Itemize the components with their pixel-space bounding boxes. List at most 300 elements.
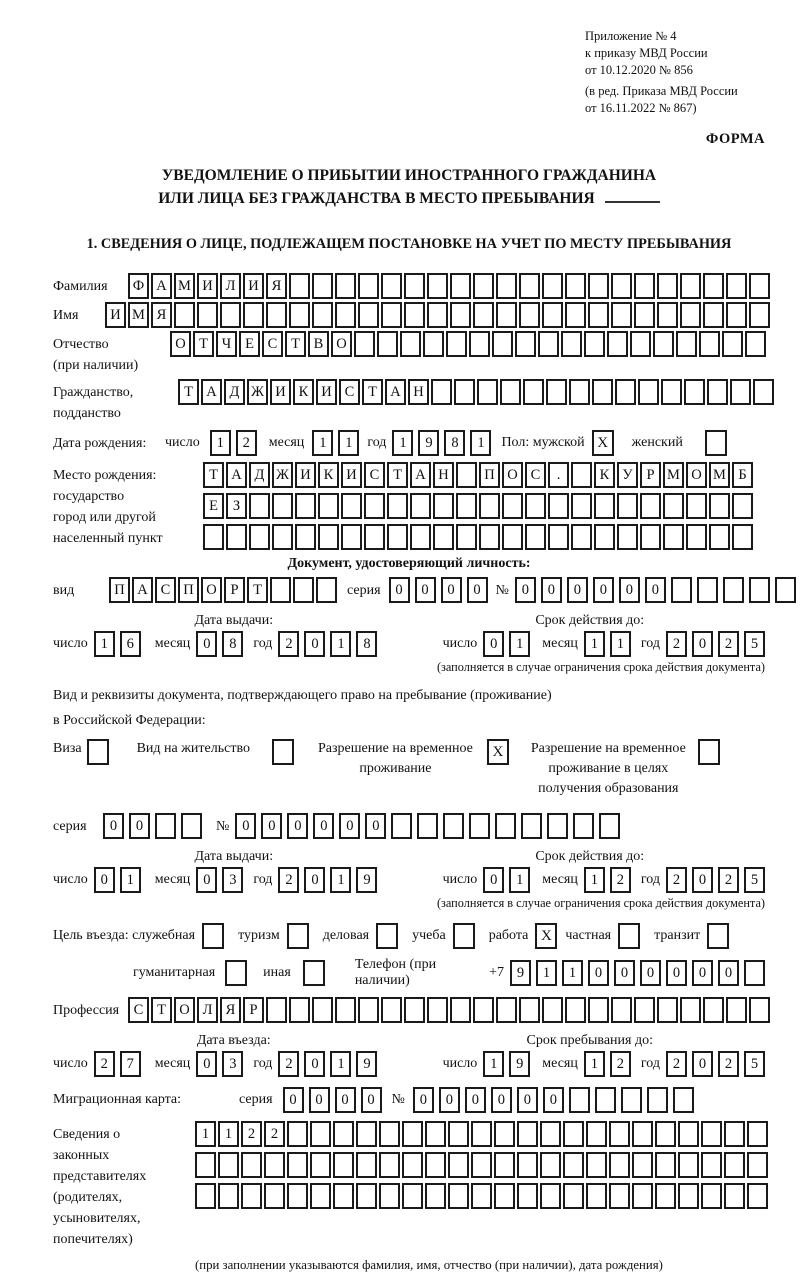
char-cell[interactable] xyxy=(686,524,707,550)
char-cell[interactable]: Н xyxy=(433,462,454,488)
char-cell[interactable]: 0 xyxy=(692,1051,713,1077)
char-cell[interactable] xyxy=(724,1152,745,1178)
char-cell[interactable] xyxy=(400,331,421,357)
char-cell[interactable] xyxy=(402,1152,423,1178)
char-cell[interactable] xyxy=(471,1121,492,1147)
char-cell[interactable] xyxy=(676,331,697,357)
char-cell[interactable] xyxy=(404,997,425,1023)
char-cell[interactable] xyxy=(496,273,517,299)
char-cell[interactable]: 0 xyxy=(567,577,588,603)
char-cell[interactable] xyxy=(749,997,770,1023)
char-cell[interactable]: Ж xyxy=(247,379,268,405)
char-cell[interactable]: Т xyxy=(178,379,199,405)
char-cell[interactable] xyxy=(709,493,730,519)
char-cell[interactable]: 9 xyxy=(510,960,531,986)
char-cell[interactable] xyxy=(310,1183,331,1209)
char-cell[interactable] xyxy=(611,273,632,299)
char-cell[interactable] xyxy=(655,1121,676,1147)
purpose-private-checkbox[interactable] xyxy=(618,923,640,949)
char-cell[interactable]: 0 xyxy=(309,1087,330,1113)
char-cell[interactable] xyxy=(456,524,477,550)
char-cell[interactable] xyxy=(701,1152,722,1178)
char-cell[interactable]: 5 xyxy=(744,1051,765,1077)
char-cell[interactable] xyxy=(241,1183,262,1209)
char-cell[interactable] xyxy=(632,1152,653,1178)
char-cell[interactable] xyxy=(500,379,521,405)
char-cell[interactable]: 2 xyxy=(264,1121,285,1147)
char-cell[interactable] xyxy=(387,493,408,519)
char-cell[interactable] xyxy=(220,302,241,328)
char-cell[interactable] xyxy=(571,462,592,488)
char-cell[interactable]: 0 xyxy=(718,960,739,986)
char-cell[interactable] xyxy=(287,1121,308,1147)
char-cell[interactable]: 1 xyxy=(94,631,115,657)
char-cell[interactable] xyxy=(657,302,678,328)
char-cell[interactable]: 0 xyxy=(287,813,308,839)
char-cell[interactable] xyxy=(454,379,475,405)
char-cell[interactable] xyxy=(599,813,620,839)
char-cell[interactable]: 0 xyxy=(692,960,713,986)
char-cell[interactable] xyxy=(563,1121,584,1147)
char-cell[interactable] xyxy=(433,493,454,519)
char-cell[interactable] xyxy=(680,302,701,328)
char-cell[interactable] xyxy=(335,273,356,299)
char-cell[interactable] xyxy=(310,1152,331,1178)
char-cell[interactable] xyxy=(630,331,651,357)
char-cell[interactable]: О xyxy=(331,331,352,357)
char-cell[interactable]: О xyxy=(201,577,222,603)
char-cell[interactable]: О xyxy=(502,462,523,488)
char-cell[interactable]: К xyxy=(318,462,339,488)
char-cell[interactable]: С xyxy=(262,331,283,357)
char-cell[interactable] xyxy=(479,493,500,519)
char-cell[interactable]: 2 xyxy=(236,430,257,456)
char-cell[interactable] xyxy=(586,1183,607,1209)
char-cell[interactable]: 3 xyxy=(222,867,243,893)
char-cell[interactable] xyxy=(417,813,438,839)
char-cell[interactable]: 0 xyxy=(335,1087,356,1113)
purpose-official-checkbox[interactable] xyxy=(202,923,224,949)
char-cell[interactable] xyxy=(433,524,454,550)
char-cell[interactable] xyxy=(744,960,765,986)
char-cell[interactable]: 2 xyxy=(278,1051,299,1077)
char-cell[interactable]: . xyxy=(548,462,569,488)
char-cell[interactable] xyxy=(335,302,356,328)
char-cell[interactable]: К xyxy=(594,462,615,488)
char-cell[interactable]: 0 xyxy=(593,577,614,603)
char-cell[interactable] xyxy=(427,997,448,1023)
char-cell[interactable]: Ч xyxy=(216,331,237,357)
char-cell[interactable]: 1 xyxy=(195,1121,216,1147)
char-cell[interactable] xyxy=(634,997,655,1023)
char-cell[interactable] xyxy=(703,302,724,328)
char-cell[interactable] xyxy=(609,1152,630,1178)
char-cell[interactable] xyxy=(542,273,563,299)
char-cell[interactable] xyxy=(730,379,751,405)
char-cell[interactable]: Ж xyxy=(272,462,293,488)
char-cell[interactable]: 1 xyxy=(392,430,413,456)
char-cell[interactable] xyxy=(749,577,770,603)
char-cell[interactable]: Р xyxy=(224,577,245,603)
char-cell[interactable] xyxy=(753,379,774,405)
char-cell[interactable] xyxy=(318,493,339,519)
char-cell[interactable] xyxy=(270,577,291,603)
char-cell[interactable] xyxy=(609,1121,630,1147)
char-cell[interactable]: 0 xyxy=(515,577,536,603)
char-cell[interactable] xyxy=(358,302,379,328)
char-cell[interactable]: 0 xyxy=(517,1087,538,1113)
char-cell[interactable]: Я xyxy=(266,273,287,299)
char-cell[interactable]: Д xyxy=(224,379,245,405)
char-cell[interactable]: 9 xyxy=(356,867,377,893)
temp-permit-checkbox[interactable]: X xyxy=(487,739,509,765)
char-cell[interactable] xyxy=(249,493,270,519)
char-cell[interactable] xyxy=(707,379,728,405)
char-cell[interactable]: 1 xyxy=(120,867,141,893)
char-cell[interactable]: 0 xyxy=(619,577,640,603)
char-cell[interactable] xyxy=(333,1183,354,1209)
char-cell[interactable] xyxy=(671,577,692,603)
char-cell[interactable] xyxy=(699,331,720,357)
sex-female-checkbox[interactable] xyxy=(705,430,727,456)
char-cell[interactable]: 1 xyxy=(509,631,530,657)
char-cell[interactable] xyxy=(379,1121,400,1147)
char-cell[interactable]: Р xyxy=(640,462,661,488)
char-cell[interactable] xyxy=(547,813,568,839)
char-cell[interactable] xyxy=(502,493,523,519)
char-cell[interactable] xyxy=(404,273,425,299)
char-cell[interactable] xyxy=(479,524,500,550)
char-cell[interactable]: 0 xyxy=(614,960,635,986)
char-cell[interactable] xyxy=(471,1152,492,1178)
char-cell[interactable]: 9 xyxy=(356,1051,377,1077)
char-cell[interactable]: 0 xyxy=(640,960,661,986)
char-cell[interactable]: 1 xyxy=(509,867,530,893)
char-cell[interactable] xyxy=(680,997,701,1023)
char-cell[interactable]: 1 xyxy=(330,867,351,893)
char-cell[interactable] xyxy=(469,331,490,357)
char-cell[interactable] xyxy=(521,813,542,839)
purpose-transit-checkbox[interactable] xyxy=(707,923,729,949)
char-cell[interactable]: 0 xyxy=(541,577,562,603)
char-cell[interactable]: Л xyxy=(197,997,218,1023)
char-cell[interactable] xyxy=(364,493,385,519)
char-cell[interactable] xyxy=(266,997,287,1023)
char-cell[interactable]: 0 xyxy=(483,867,504,893)
char-cell[interactable]: 1 xyxy=(330,631,351,657)
char-cell[interactable] xyxy=(747,1152,768,1178)
char-cell[interactable]: Т xyxy=(285,331,306,357)
char-cell[interactable]: 2 xyxy=(718,631,739,657)
char-cell[interactable] xyxy=(647,1087,668,1113)
char-cell[interactable] xyxy=(634,302,655,328)
char-cell[interactable] xyxy=(356,1121,377,1147)
char-cell[interactable] xyxy=(387,524,408,550)
char-cell[interactable]: 0 xyxy=(365,813,386,839)
purpose-humanitarian-checkbox[interactable] xyxy=(225,960,247,986)
char-cell[interactable] xyxy=(519,273,540,299)
char-cell[interactable] xyxy=(519,302,540,328)
char-cell[interactable]: П xyxy=(109,577,130,603)
char-cell[interactable]: 2 xyxy=(278,631,299,657)
char-cell[interactable]: 0 xyxy=(103,813,124,839)
char-cell[interactable] xyxy=(195,1152,216,1178)
char-cell[interactable] xyxy=(542,302,563,328)
char-cell[interactable]: 1 xyxy=(584,631,605,657)
char-cell[interactable]: С xyxy=(128,997,149,1023)
char-cell[interactable] xyxy=(548,524,569,550)
char-cell[interactable] xyxy=(749,273,770,299)
char-cell[interactable] xyxy=(701,1183,722,1209)
char-cell[interactable] xyxy=(450,273,471,299)
char-cell[interactable] xyxy=(745,331,766,357)
char-cell[interactable] xyxy=(565,997,586,1023)
residence-permit-checkbox[interactable] xyxy=(272,739,294,765)
char-cell[interactable]: О xyxy=(170,331,191,357)
char-cell[interactable]: А xyxy=(226,462,247,488)
char-cell[interactable]: И xyxy=(295,462,316,488)
char-cell[interactable] xyxy=(697,577,718,603)
char-cell[interactable]: 0 xyxy=(235,813,256,839)
char-cell[interactable] xyxy=(312,997,333,1023)
char-cell[interactable]: 2 xyxy=(610,1051,631,1077)
char-cell[interactable] xyxy=(243,302,264,328)
char-cell[interactable] xyxy=(726,997,747,1023)
char-cell[interactable]: 1 xyxy=(536,960,557,986)
char-cell[interactable] xyxy=(358,997,379,1023)
char-cell[interactable]: И xyxy=(316,379,337,405)
char-cell[interactable] xyxy=(174,302,195,328)
char-cell[interactable]: К xyxy=(293,379,314,405)
char-cell[interactable]: Е xyxy=(239,331,260,357)
char-cell[interactable] xyxy=(195,1183,216,1209)
purpose-study-checkbox[interactable] xyxy=(453,923,475,949)
char-cell[interactable]: 1 xyxy=(218,1121,239,1147)
char-cell[interactable] xyxy=(295,493,316,519)
char-cell[interactable] xyxy=(640,524,661,550)
char-cell[interactable] xyxy=(295,524,316,550)
char-cell[interactable] xyxy=(678,1152,699,1178)
char-cell[interactable]: 2 xyxy=(241,1121,262,1147)
char-cell[interactable] xyxy=(333,1152,354,1178)
char-cell[interactable] xyxy=(563,1152,584,1178)
char-cell[interactable] xyxy=(379,1183,400,1209)
char-cell[interactable] xyxy=(241,1152,262,1178)
char-cell[interactable]: Р xyxy=(243,997,264,1023)
char-cell[interactable]: С xyxy=(339,379,360,405)
char-cell[interactable] xyxy=(502,524,523,550)
char-cell[interactable]: А xyxy=(410,462,431,488)
char-cell[interactable] xyxy=(312,273,333,299)
char-cell[interactable]: 1 xyxy=(338,430,359,456)
char-cell[interactable]: 1 xyxy=(210,430,231,456)
char-cell[interactable]: Л xyxy=(220,273,241,299)
char-cell[interactable]: П xyxy=(479,462,500,488)
char-cell[interactable] xyxy=(586,1152,607,1178)
char-cell[interactable] xyxy=(471,1183,492,1209)
visa-checkbox[interactable] xyxy=(87,739,109,765)
char-cell[interactable] xyxy=(425,1121,446,1147)
char-cell[interactable] xyxy=(726,273,747,299)
char-cell[interactable]: О xyxy=(174,997,195,1023)
char-cell[interactable] xyxy=(678,1121,699,1147)
char-cell[interactable] xyxy=(732,524,753,550)
char-cell[interactable] xyxy=(561,331,582,357)
char-cell[interactable]: М xyxy=(709,462,730,488)
char-cell[interactable] xyxy=(709,524,730,550)
char-cell[interactable]: 0 xyxy=(196,867,217,893)
char-cell[interactable] xyxy=(632,1121,653,1147)
char-cell[interactable] xyxy=(443,813,464,839)
char-cell[interactable] xyxy=(542,997,563,1023)
char-cell[interactable]: Ф xyxy=(128,273,149,299)
char-cell[interactable] xyxy=(611,997,632,1023)
char-cell[interactable] xyxy=(661,379,682,405)
char-cell[interactable] xyxy=(515,331,536,357)
char-cell[interactable] xyxy=(289,997,310,1023)
char-cell[interactable]: И xyxy=(197,273,218,299)
char-cell[interactable]: 0 xyxy=(439,1087,460,1113)
char-cell[interactable] xyxy=(495,813,516,839)
char-cell[interactable]: Е xyxy=(203,493,224,519)
char-cell[interactable] xyxy=(588,273,609,299)
char-cell[interactable]: 1 xyxy=(483,1051,504,1077)
char-cell[interactable] xyxy=(747,1183,768,1209)
char-cell[interactable] xyxy=(517,1183,538,1209)
char-cell[interactable] xyxy=(540,1121,561,1147)
purpose-other-checkbox[interactable] xyxy=(303,960,325,986)
char-cell[interactable]: Я xyxy=(220,997,241,1023)
char-cell[interactable]: 1 xyxy=(584,867,605,893)
char-cell[interactable]: 0 xyxy=(196,1051,217,1077)
char-cell[interactable] xyxy=(517,1152,538,1178)
char-cell[interactable] xyxy=(621,1087,642,1113)
char-cell[interactable] xyxy=(586,1121,607,1147)
char-cell[interactable]: 9 xyxy=(418,430,439,456)
char-cell[interactable]: Т xyxy=(247,577,268,603)
char-cell[interactable] xyxy=(519,997,540,1023)
char-cell[interactable] xyxy=(701,1121,722,1147)
char-cell[interactable]: 0 xyxy=(94,867,115,893)
char-cell[interactable] xyxy=(722,331,743,357)
temp-edu-checkbox[interactable] xyxy=(698,739,720,765)
char-cell[interactable]: 5 xyxy=(744,631,765,657)
char-cell[interactable] xyxy=(473,302,494,328)
char-cell[interactable] xyxy=(310,1121,331,1147)
char-cell[interactable]: У xyxy=(617,462,638,488)
char-cell[interactable]: 2 xyxy=(94,1051,115,1077)
char-cell[interactable]: 3 xyxy=(222,1051,243,1077)
char-cell[interactable]: Я xyxy=(151,302,172,328)
char-cell[interactable] xyxy=(496,302,517,328)
char-cell[interactable]: З xyxy=(226,493,247,519)
char-cell[interactable]: 2 xyxy=(666,631,687,657)
char-cell[interactable]: 1 xyxy=(330,1051,351,1077)
char-cell[interactable] xyxy=(617,524,638,550)
char-cell[interactable] xyxy=(335,997,356,1023)
char-cell[interactable]: Т xyxy=(203,462,224,488)
char-cell[interactable] xyxy=(450,997,471,1023)
char-cell[interactable]: Б xyxy=(732,462,753,488)
char-cell[interactable] xyxy=(354,331,375,357)
char-cell[interactable] xyxy=(525,493,546,519)
char-cell[interactable] xyxy=(634,273,655,299)
char-cell[interactable] xyxy=(423,331,444,357)
char-cell[interactable] xyxy=(703,273,724,299)
char-cell[interactable] xyxy=(155,813,176,839)
char-cell[interactable] xyxy=(655,1183,676,1209)
char-cell[interactable] xyxy=(494,1121,515,1147)
char-cell[interactable] xyxy=(287,1183,308,1209)
char-cell[interactable]: 0 xyxy=(196,631,217,657)
char-cell[interactable]: 0 xyxy=(645,577,666,603)
char-cell[interactable] xyxy=(477,379,498,405)
char-cell[interactable] xyxy=(312,302,333,328)
char-cell[interactable]: С xyxy=(364,462,385,488)
char-cell[interactable] xyxy=(492,331,513,357)
char-cell[interactable]: 2 xyxy=(718,867,739,893)
char-cell[interactable] xyxy=(341,493,362,519)
char-cell[interactable] xyxy=(341,524,362,550)
char-cell[interactable]: 0 xyxy=(339,813,360,839)
char-cell[interactable] xyxy=(318,524,339,550)
char-cell[interactable] xyxy=(540,1183,561,1209)
char-cell[interactable] xyxy=(663,493,684,519)
char-cell[interactable]: 0 xyxy=(304,867,325,893)
char-cell[interactable] xyxy=(473,997,494,1023)
char-cell[interactable] xyxy=(684,379,705,405)
char-cell[interactable]: 9 xyxy=(509,1051,530,1077)
char-cell[interactable] xyxy=(523,379,544,405)
char-cell[interactable]: 0 xyxy=(692,867,713,893)
char-cell[interactable]: П xyxy=(178,577,199,603)
sex-male-checkbox[interactable]: X xyxy=(592,430,614,456)
char-cell[interactable] xyxy=(448,1183,469,1209)
char-cell[interactable] xyxy=(678,1183,699,1209)
char-cell[interactable] xyxy=(732,493,753,519)
char-cell[interactable] xyxy=(588,997,609,1023)
char-cell[interactable]: Т xyxy=(362,379,383,405)
char-cell[interactable]: Т xyxy=(387,462,408,488)
char-cell[interactable] xyxy=(617,493,638,519)
char-cell[interactable]: 0 xyxy=(361,1087,382,1113)
char-cell[interactable] xyxy=(431,379,452,405)
char-cell[interactable]: 1 xyxy=(470,430,491,456)
char-cell[interactable] xyxy=(272,493,293,519)
char-cell[interactable] xyxy=(289,273,310,299)
char-cell[interactable] xyxy=(266,302,287,328)
char-cell[interactable] xyxy=(723,577,744,603)
char-cell[interactable]: 1 xyxy=(562,960,583,986)
char-cell[interactable] xyxy=(450,302,471,328)
char-cell[interactable]: 0 xyxy=(304,631,325,657)
char-cell[interactable]: 6 xyxy=(120,631,141,657)
char-cell[interactable] xyxy=(594,524,615,550)
char-cell[interactable] xyxy=(655,1152,676,1178)
char-cell[interactable]: 0 xyxy=(491,1087,512,1113)
char-cell[interactable] xyxy=(632,1183,653,1209)
char-cell[interactable] xyxy=(563,1183,584,1209)
char-cell[interactable] xyxy=(588,302,609,328)
char-cell[interactable] xyxy=(316,577,337,603)
char-cell[interactable]: О xyxy=(686,462,707,488)
char-cell[interactable] xyxy=(448,1121,469,1147)
char-cell[interactable]: Т xyxy=(151,997,172,1023)
char-cell[interactable] xyxy=(381,997,402,1023)
char-cell[interactable]: 0 xyxy=(483,631,504,657)
char-cell[interactable] xyxy=(546,379,567,405)
char-cell[interactable] xyxy=(402,1183,423,1209)
